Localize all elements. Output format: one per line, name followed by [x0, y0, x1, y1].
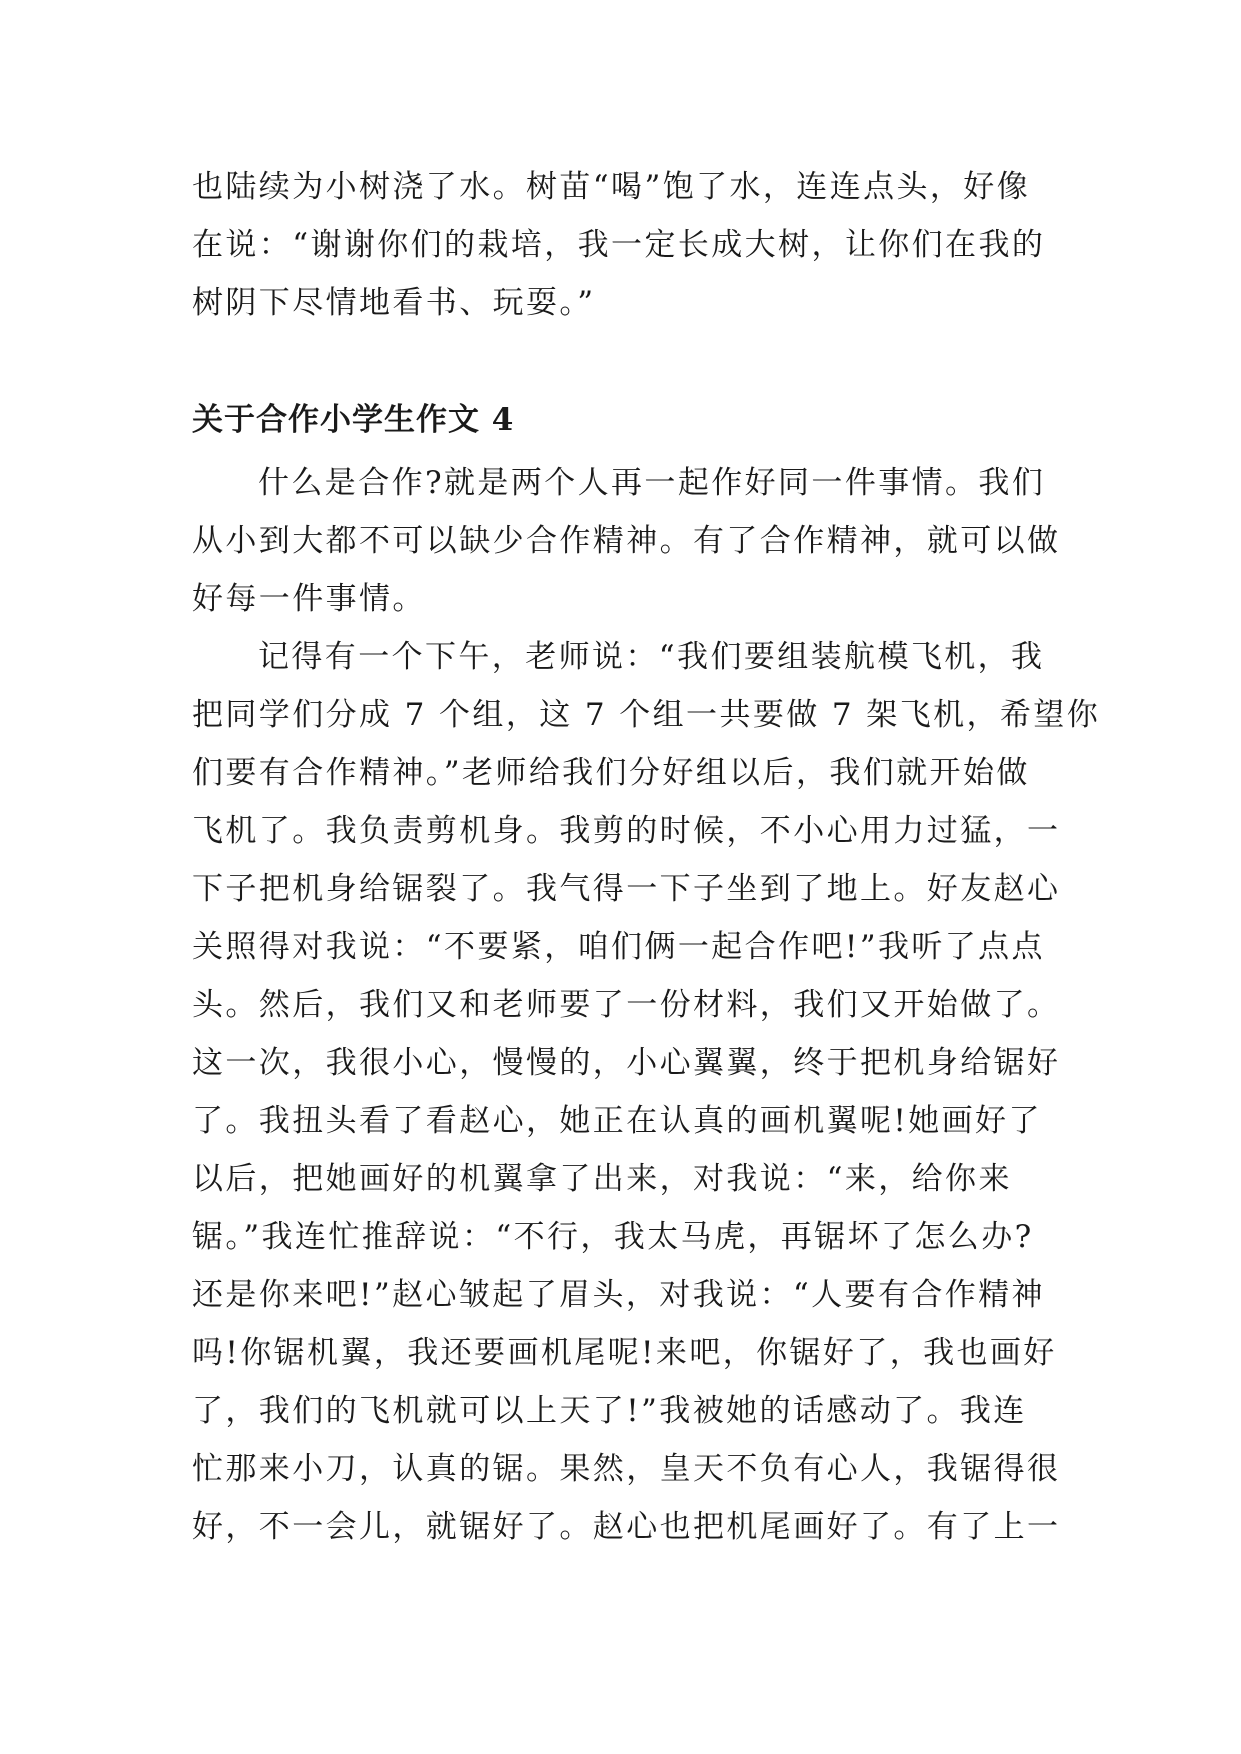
- text-line: 什么是合作?就是两个人再一起作好同一件事情。我们: [258, 465, 1046, 501]
- section-title: 关于合作小学生作文 4: [192, 402, 515, 438]
- text-line: 以后，把她画好的机翼拿了出来，对我说：“来，给你来: [192, 1161, 1012, 1197]
- text-line: 树阴下尽情地看书、玩耍。”: [192, 285, 596, 321]
- text-line: 了，我们的飞机就可以上天了!”我被她的话感动了。我连: [192, 1393, 1027, 1429]
- text-line: 从小到大都不可以缺少合作精神。有了合作精神，就可以做: [192, 523, 1061, 559]
- text-line: 记得有一个下午，老师说：“我们要组装航模飞机，我: [258, 639, 1045, 675]
- text-line: 了。我扭头看了看赵心，她正在认真的画机翼呢!她画好了: [192, 1103, 1042, 1139]
- text-line: 飞机了。我负责剪机身。我剪的时候，不小心用力过猛，一: [192, 813, 1061, 849]
- text-line: 也陆续为小树浇了水。树苗“喝”饱了水，连连点头，好像: [192, 169, 1031, 205]
- text-line: 还是你来吧!”赵心皱起了眉头，对我说：“人要有合作精神: [192, 1277, 1045, 1313]
- text-line: 把同学们分成 7 个组，这 7 个组一共要做 7 架飞机，希望你: [192, 697, 1101, 733]
- text-line: 好，不一会儿，就锯好了。赵心也把机尾画好了。有了上一: [192, 1509, 1061, 1545]
- text-line: 下子把机身给锯裂了。我气得一下子坐到了地上。好友赵心: [192, 871, 1061, 907]
- text-line: 吗!你锯机翼，我还要画机尾呢!来吧，你锯好了，我也画好: [192, 1335, 1057, 1371]
- text-line: 在说：“谢谢你们的栽培，我一定长成大树，让你们在我的: [192, 227, 1046, 263]
- text-line: 头。然后，我们又和老师要了一份材料，我们又开始做了。: [192, 987, 1061, 1023]
- text-line: 好每一件事情。: [192, 581, 426, 617]
- text-line: 忙那来小刀，认真的锯。果然，皇天不负有心人，我锯得很: [192, 1451, 1061, 1487]
- text-line: 关照得对我说：“不要紧，咱们俩一起合作吧!”我听了点点: [192, 929, 1045, 965]
- text-line: 这一次，我很小心，慢慢的，小心翼翼，终于把机身给锯好: [192, 1045, 1061, 1081]
- text-line: 们要有合作精神。”老师给我们分好组以后，我们就开始做: [192, 755, 1030, 791]
- text-line: 锯。”我连忙推辞说：“不行，我太马虎，再锯坏了怎么办?: [192, 1219, 1034, 1255]
